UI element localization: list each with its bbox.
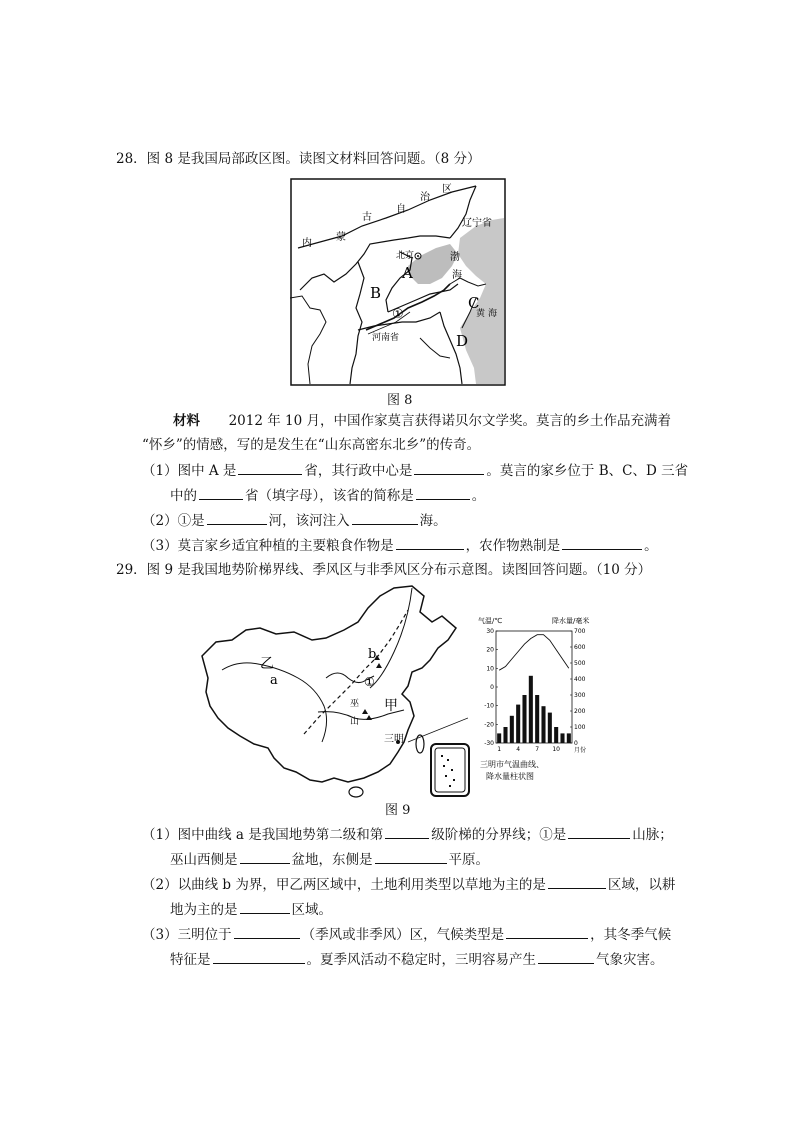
answer-blank[interactable] bbox=[538, 949, 594, 964]
answer-blank[interactable] bbox=[238, 460, 302, 475]
answer-blank[interactable] bbox=[240, 849, 290, 864]
figure-9-caption: 图 9 bbox=[385, 803, 411, 818]
q28-sub3-text-a: （3）莫言家乡适宜种植的主要粮食作物是 bbox=[142, 538, 394, 554]
q29-sub1-text-d: 巫山西侧是 bbox=[170, 852, 238, 868]
answer-blank[interactable] bbox=[207, 510, 267, 525]
chart-left-tick-label: -10 bbox=[484, 702, 494, 710]
chart-caption-line1: 三明市气温曲线、 bbox=[480, 760, 544, 769]
q29-sub3-text-e: 。夏季风活动不稳定时，三明容易产生 bbox=[306, 952, 536, 968]
answer-blank[interactable] bbox=[506, 924, 588, 939]
answer-blank[interactable] bbox=[396, 535, 464, 550]
precipitation-bar bbox=[510, 716, 514, 743]
answer-blank[interactable] bbox=[414, 460, 484, 475]
q29-sub2-text-b: 区域，以耕 bbox=[607, 877, 676, 893]
answer-blank[interactable] bbox=[548, 874, 606, 889]
q28-sub2 bbox=[142, 510, 447, 531]
precipitation-bar bbox=[548, 713, 552, 743]
precipitation-bar bbox=[516, 705, 520, 743]
map8-label-A: A bbox=[402, 264, 413, 282]
chart-x-tick-label: 7 bbox=[535, 746, 540, 753]
q29-sub1-line2 bbox=[170, 849, 489, 870]
q29-header: 29．图 9 是我国地势阶梯界线、季风区与非季风区分布示意图。读图回答问题。（10 分） bbox=[116, 562, 652, 578]
precipitation-bar bbox=[560, 733, 564, 743]
q28-sub1-text-e: 省（填字母），该省的简称是 bbox=[245, 488, 414, 504]
map9-label-circle1: ① bbox=[364, 675, 375, 689]
map9-label-jia: 甲 bbox=[384, 698, 398, 714]
map8-label-bo: 渤 bbox=[450, 252, 460, 263]
q28-sub2-text-b: 河，该河注入 bbox=[268, 513, 350, 529]
q28-sub1-text-c: 。莫言的家乡位于 B、C、D 三省 bbox=[486, 463, 689, 479]
chart-left-tick-label: 10 bbox=[486, 665, 494, 673]
sanming-climate-chart bbox=[476, 611, 604, 791]
q29-sub1-text-a: （1）图中曲线 a 是我国地势第二级和第 bbox=[142, 827, 384, 843]
map8-label-huang: 黄 bbox=[476, 309, 486, 319]
q29-sub2-text-a: （2）以曲线 b 为界，甲乙两区域中，土地利用类型以草地为主的是 bbox=[142, 877, 546, 893]
answer-blank[interactable] bbox=[416, 485, 470, 500]
chart-right-tick-label: 300 bbox=[574, 692, 586, 699]
precipitation-bar bbox=[541, 706, 545, 743]
answer-blank[interactable] bbox=[213, 949, 305, 964]
q28-sub1-text-d: 中的 bbox=[170, 488, 197, 504]
south-china-sea-inset bbox=[429, 742, 471, 798]
q29-sub3-line2 bbox=[170, 949, 664, 970]
map8-label-beijing: 北京 bbox=[396, 251, 415, 261]
answer-blank[interactable] bbox=[234, 924, 300, 939]
map9-label-wu: 巫 bbox=[350, 699, 360, 709]
q28-sub2-text-a: （2）①是 bbox=[142, 513, 205, 529]
q29-sub2-line1 bbox=[142, 874, 675, 895]
chart-right-axis-label: 降水量/毫米 bbox=[552, 617, 590, 625]
q28-sub3 bbox=[142, 535, 658, 556]
q28-sub3-text-c: 。 bbox=[644, 538, 658, 554]
chart-right-tick-label: 500 bbox=[574, 660, 586, 667]
chart-right-tick-label: 100 bbox=[574, 724, 586, 731]
precipitation-bar bbox=[567, 733, 571, 743]
q28-sub1-text-b: 省，其行政中心是 bbox=[304, 463, 413, 479]
chart-right-tick-label: 700 bbox=[574, 628, 586, 635]
answer-blank[interactable] bbox=[240, 899, 290, 914]
precipitation-bar bbox=[522, 695, 526, 743]
answer-blank[interactable] bbox=[385, 824, 429, 839]
q28-material-line2: “怀乡”的情感，写的是发生在“山东高密东北乡”的传奇。 bbox=[142, 437, 481, 453]
answer-blank[interactable] bbox=[568, 824, 630, 839]
chart-right-tick-label: 200 bbox=[574, 708, 586, 715]
precipitation-bar bbox=[497, 733, 501, 743]
map8-label-haihuang: 海 bbox=[488, 309, 498, 319]
precipitation-bar bbox=[535, 695, 539, 743]
chart-left-axis-label: 气温/℃ bbox=[478, 617, 503, 625]
q28-sub1-text-a: （1）图中 A 是 bbox=[142, 463, 237, 479]
answer-blank[interactable] bbox=[352, 510, 418, 525]
material-label: 材料 bbox=[173, 413, 200, 429]
map8-label-hai: 海 bbox=[452, 270, 462, 281]
q29-sub3-text-a: （3）三明位于 bbox=[142, 927, 232, 943]
chart-plot-area bbox=[496, 631, 572, 743]
figure-8-caption: 图 8 bbox=[387, 393, 413, 408]
chart-right-tick-label: 0 bbox=[574, 740, 578, 747]
map8-label-D: D bbox=[456, 332, 469, 350]
q29-sub1-line1 bbox=[142, 824, 673, 845]
map8-label-nei: 内 bbox=[302, 238, 312, 249]
q29-sub3-text-b: （季风或非季风）区，气候类型是 bbox=[301, 927, 505, 943]
chart-x-tick-label: 4 bbox=[516, 746, 521, 753]
map8-label-zhi: 治 bbox=[420, 192, 430, 203]
chart-left-tick-label: 0 bbox=[490, 684, 494, 691]
q29-sub1-text-f: 平原。 bbox=[448, 852, 489, 868]
q28-sub3-text-b: ，农作物熟制是 bbox=[465, 538, 561, 554]
q28-sub1-line1 bbox=[142, 460, 688, 481]
map9-label-sanming: 三明 bbox=[384, 734, 404, 745]
chart-right-tick-label: 600 bbox=[574, 644, 586, 651]
figure-8-map bbox=[290, 178, 506, 386]
map8-label-circle1: ① bbox=[392, 307, 404, 322]
q28-sub2-text-c: 海。 bbox=[419, 513, 447, 529]
map8-label-gu: 古 bbox=[362, 212, 372, 223]
q29-sub2-line2 bbox=[170, 899, 332, 920]
precipitation-bar bbox=[554, 727, 558, 743]
map8-label-qu: 区 bbox=[442, 184, 452, 195]
map9-label-a: a bbox=[270, 673, 278, 688]
q29-sub1-text-b: 级阶梯的分界线；①是 bbox=[431, 827, 567, 843]
q29-sub3-line1 bbox=[142, 924, 671, 945]
figure-9-china-map bbox=[198, 582, 468, 800]
q28-sub1-line2 bbox=[170, 485, 485, 506]
q28-material-line1 bbox=[173, 411, 671, 431]
chart-left-tick-label: -30 bbox=[484, 740, 494, 747]
precipitation-bar bbox=[529, 676, 533, 743]
map8-label-meng: 蒙 bbox=[336, 232, 346, 243]
chart-x-tick-label: 10 bbox=[552, 746, 560, 753]
map9-label-b: b bbox=[368, 647, 377, 662]
chart-x-tick-label: 1 bbox=[497, 746, 502, 753]
chart-caption-line2: 降水量柱状图 bbox=[486, 772, 534, 781]
map8-label-B: B bbox=[370, 284, 382, 302]
map8-label-henan: 河南省 bbox=[372, 333, 400, 343]
answer-blank[interactable] bbox=[375, 849, 447, 864]
chart-right-tick-label: 400 bbox=[574, 676, 586, 683]
material-text: 2012 年 10 月，中国作家莫言获得诺贝尔文学奖。莫言的乡土作品充满着 bbox=[228, 413, 672, 429]
q29-sub3-text-f: 气象灾害。 bbox=[596, 952, 664, 968]
chart-left-tick-label: 20 bbox=[486, 646, 494, 654]
chart-left-tick-label: 30 bbox=[486, 628, 494, 635]
map8-label-C: C bbox=[468, 294, 480, 312]
map9-label-yi: 乙 bbox=[260, 656, 274, 672]
q29-sub2-text-d: 区域。 bbox=[291, 902, 332, 918]
q29-sub1-text-e: 盆地，东侧是 bbox=[291, 852, 373, 868]
answer-blank[interactable] bbox=[199, 485, 243, 500]
chart-left-tick-label: -20 bbox=[484, 721, 494, 729]
answer-blank[interactable] bbox=[562, 535, 642, 550]
chart-xlabel: 月份 bbox=[574, 747, 587, 754]
q28-header: 28．图 8 是我国局部政区图。读图文材料回答问题。（8 分） bbox=[116, 151, 481, 167]
precipitation-bar bbox=[503, 727, 507, 743]
q29-sub1-text-c: 山脉； bbox=[632, 827, 673, 843]
q29-sub3-text-c: ，其冬季气候 bbox=[590, 927, 672, 943]
q29-sub2-text-c: 地为主的是 bbox=[170, 902, 238, 918]
map9-label-shan: 山 bbox=[350, 717, 360, 727]
map8-label-liaoning: 辽宁省 bbox=[462, 218, 492, 229]
q29-sub3-text-d: 特征是 bbox=[170, 952, 211, 968]
map8-label-zi: 自 bbox=[396, 204, 406, 215]
q28-sub1-text-f: 。 bbox=[471, 488, 486, 504]
